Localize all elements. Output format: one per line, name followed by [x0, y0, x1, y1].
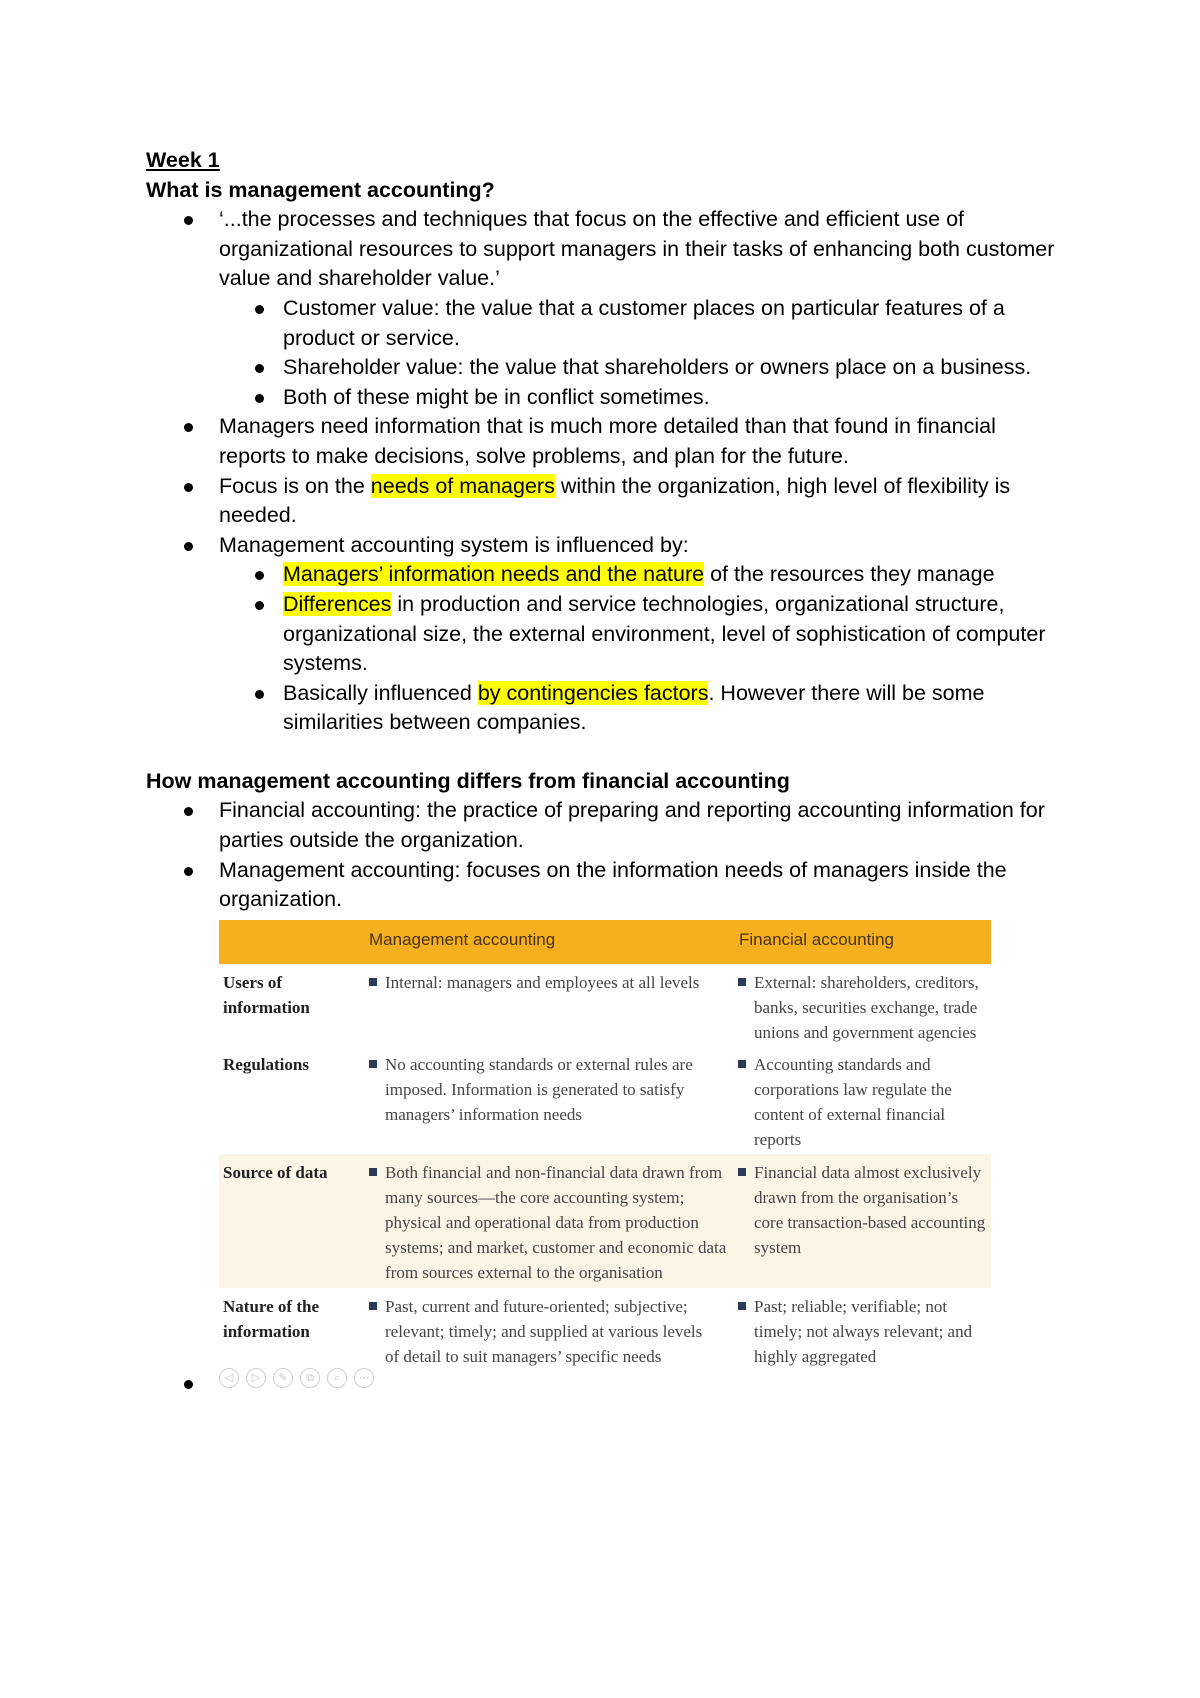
bullet-icon — [255, 305, 264, 314]
square-bullet-icon — [369, 1302, 377, 1310]
list-item: Financial accounting: the practice of preparing and reporting accounting information for parties outside the organization. — [146, 796, 1066, 855]
value-sublist — [219, 294, 1066, 412]
row-label: Nature of the information — [223, 1297, 319, 1341]
bullet-icon — [255, 571, 264, 580]
pen-icon: ✎ — [273, 1368, 293, 1388]
list-item — [146, 205, 1066, 412]
financial-cell: External: shareholders, creditors, banks, securities exchange, trade unions and government agencies — [754, 970, 989, 1045]
table-header — [219, 920, 991, 964]
section2-list — [146, 796, 1066, 914]
previous-icon: ◁ — [219, 1368, 239, 1388]
list-item: Shareholder value: the value that shareholders or owners place on a business. — [219, 353, 1066, 383]
financial-cell: Past; reliable; verifiable; not timely; not always relevant; and highly aggregated — [754, 1294, 979, 1369]
square-bullet-icon — [369, 978, 377, 986]
section1-list — [146, 205, 1066, 738]
square-bullet-icon — [369, 1168, 377, 1176]
list-item: Differences in production and service technologies, organizational structure, organizational size, the external environment, level of sophistication of computer systems. — [219, 590, 1066, 679]
bullet-icon — [184, 216, 193, 225]
row-label: Source of data — [223, 1163, 328, 1182]
list-item: Managers’ information needs and the nature of the resources they manage — [219, 560, 1066, 590]
bullet-icon — [255, 601, 264, 610]
list-item: Managers need information that is much more detailed than that found in financial reports to make decisions, solve problems, and plan for the future. — [146, 412, 1066, 471]
bullet-icon — [255, 690, 264, 699]
financial-cell: Financial data almost exclusively drawn from the organisation’s core transaction-based accounting system — [754, 1160, 989, 1260]
square-bullet-icon — [738, 1168, 746, 1176]
highlighted-text: needs of managers — [370, 473, 555, 498]
bullet-icon — [184, 807, 193, 816]
square-bullet-icon — [738, 1302, 746, 1310]
zoom-icon: ⌕ — [327, 1368, 347, 1388]
list-item: Basically influenced by contingencies factors. However there will be some similarities between companies. — [219, 679, 1066, 738]
list-item: Management accounting system is influenced by: Managers’ information needs and the nature of the resources they manage Differences in production and service technologies, organizational structure, organizational size, the external environment, level of sophistication of computer systems. Basically influenced by contingencies factors. However there will be some similarities between companies. — [146, 531, 1066, 738]
management-cell: Both financial and non-financial data drawn from many sources—the core accounting system; physical and operational data from production systems; and market, customer and economic data from sources external to the organisation — [385, 1160, 730, 1285]
more-icon: ⋯ — [354, 1368, 374, 1388]
row-label: Users of information — [223, 973, 310, 1017]
next-icon: ▷ — [246, 1368, 266, 1388]
viewer-controls — [219, 1368, 374, 1390]
column-header-management: Management accounting — [369, 930, 556, 949]
highlighted-text: Differences — [283, 591, 392, 616]
row-label: Regulations — [223, 1055, 309, 1074]
table-row — [219, 964, 991, 1046]
copy-icon: ⧉ — [300, 1368, 320, 1388]
bullet-icon — [255, 364, 264, 373]
bullet-icon — [184, 423, 193, 432]
list-item: Focus is on the needs of managers within the organization, high level of flexibility is needed. — [146, 472, 1066, 531]
section1-heading: What is management accounting? — [146, 177, 495, 202]
management-cell: Past, current and future-oriented; subjective; relevant; timely; and supplied at various levels of detail to suit managers’ specific needs — [385, 1294, 715, 1369]
list-item: Management accounting: focuses on the information needs of managers inside the organization. — [146, 856, 1066, 915]
comparison-table-image — [219, 920, 991, 1390]
bullet-icon — [184, 867, 193, 876]
square-bullet-icon — [369, 1060, 377, 1068]
list-item: Both of these might be in conflict sometimes. — [219, 383, 1066, 413]
bullet-icon — [184, 483, 193, 492]
management-cell: No accounting standards or external rules are imposed. Information is generated to satisfy managers’ information needs — [385, 1052, 715, 1127]
bullet-icon — [184, 542, 193, 551]
highlighted-text: by contingencies factors — [477, 680, 709, 705]
list-item: Customer value: the value that a customer places on particular features of a product or service. — [219, 294, 1066, 353]
section2-heading: How management accounting differs from financial accounting — [146, 768, 790, 793]
document-page — [146, 146, 1066, 915]
table-row — [219, 1046, 991, 1154]
definition-quote: ‘...the processes and techniques that focus on the effective and efficient use of organizational resources to support managers in their tasks of enhancing both customer value and shareholder value.’ — [219, 207, 1055, 291]
table-row — [219, 1154, 991, 1288]
bullet-icon — [255, 394, 264, 403]
highlighted-text: Managers’ information needs and the nature — [283, 562, 705, 587]
influences-sublist — [219, 560, 1066, 738]
week-title: Week 1 — [146, 148, 220, 172]
management-cell: Internal: managers and employees at all levels — [385, 970, 715, 995]
bullet-icon — [184, 1380, 193, 1389]
square-bullet-icon — [738, 978, 746, 986]
square-bullet-icon — [738, 1060, 746, 1068]
table-row — [219, 1288, 991, 1368]
financial-cell: Accounting standards and corporations law regulate the content of external financial reports — [754, 1052, 974, 1152]
column-header-financial: Financial accounting — [739, 930, 894, 949]
